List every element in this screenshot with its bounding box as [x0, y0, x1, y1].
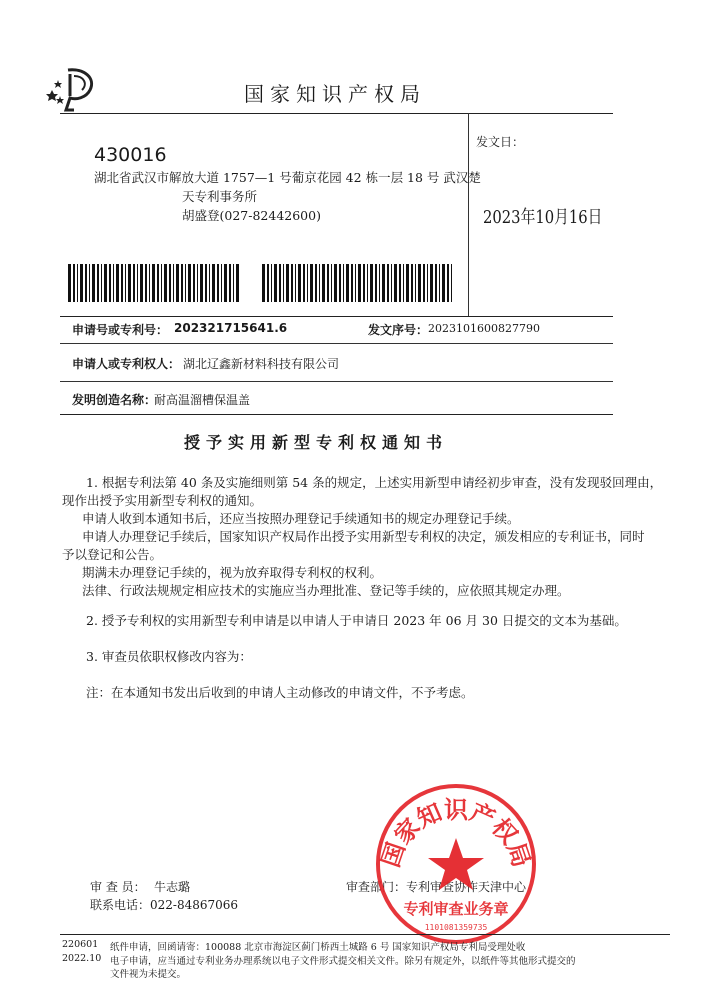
exam-dept: 专利审查协作天津中心 [406, 880, 527, 894]
footer-line-1: 纸件申请，回函请寄：100088 北京市海淀区蓟门桥西土城路 6 号 国家知识产权局专利局受理处收 [110, 942, 526, 953]
footer-line-3: 文件视为未提交。 [110, 969, 187, 980]
title-value: 耐高温溜槽保温盖 [154, 393, 251, 407]
applicant-value: 湖北辽鑫新材料科技有限公司 [183, 357, 340, 371]
official-seal [372, 780, 540, 948]
examiner-phone: 022-84867066 [150, 898, 239, 912]
serial-label: 发文序号： [368, 323, 429, 337]
barcode-right [262, 264, 458, 302]
recipient-contact: 胡盛登(027-82442600) [182, 208, 321, 223]
recipient-address-line1: 湖北省武汉市解放大道 1757—1 号葡京花园 42 栋一层 18 号 武汉楚 [94, 170, 481, 185]
barcode-left [68, 264, 243, 302]
notice-p2: 2. 授予专利权的实用新型专利申请是以申请人于申请日 2023 年 06 月 30 日提交的文本为基础。 [86, 613, 627, 628]
header-top-rule [60, 113, 613, 114]
notice-p1-line6: 期满未办理登记手续的，视为放弃取得专利权的权利。 [82, 565, 383, 580]
row-rule-1 [60, 343, 613, 344]
notice-note: 注：在本通知书发出后收到的申请人主动修改的申请文件，不予考虑。 [86, 685, 474, 700]
examiner-phone-label: 联系电话： [90, 898, 151, 912]
dispatch-date-label: 发文日： [476, 135, 525, 149]
examiner-name-label: 审 查 员： [90, 880, 146, 894]
footer-code-2: 2022.10 [62, 953, 102, 964]
header-divider [468, 113, 469, 316]
app-no-label: 申请号或专利号： [72, 323, 169, 337]
footer-rule [60, 934, 670, 935]
notice-p1-line5: 予以登记和公告。 [62, 547, 163, 562]
row-rule-3 [60, 414, 613, 415]
seal-arc-text: 国家知识产权局 [376, 796, 536, 871]
seal-inner-text: 专利审查业务章 [403, 900, 509, 918]
notice-heading: 授予实用新型专利权通知书 [184, 433, 449, 452]
postal-code: 430016 [94, 144, 167, 166]
dispatch-date: 2023年10月16日 [483, 207, 603, 228]
examiner-name: 牛志璐 [154, 880, 191, 894]
notice-p1-line1: 1. 根据专利法第 40 条及实施细则第 54 条的规定，上述实用新型申请经初步审查，没有发现驳回理由， [86, 475, 663, 490]
cnipa-logo [44, 66, 100, 112]
footer-line-2: 电子申请，应当通过专利业务办理系统以电子文件形式提交相关文件。除另有规定外，以纸件等其他形式提交的 [110, 956, 576, 967]
notice-p1-line7: 法律、行政法规规定相应技术的实施应当办理批准、登记等手续的，应依照其规定办理。 [82, 583, 570, 598]
row-rule-2 [60, 381, 613, 382]
recipient-address-line2: 天专利事务所 [182, 189, 258, 204]
title-label: 发明创造名称： [72, 393, 157, 407]
notice-p1-line2: 现作出授予实用新型专利权的通知。 [62, 493, 263, 508]
app-no-value: 202321715641.6 [174, 321, 288, 335]
office-name: 国家知识产权局 [244, 82, 426, 106]
header-bottom-rule [60, 316, 613, 317]
notice-p1-line3: 申请人收到本通知书后，还应当按照办理登记手续通知书的规定办理登记手续。 [82, 511, 520, 526]
applicant-label: 申请人或专利权人： [72, 357, 181, 371]
notice-p1-line4: 申请人办理登记手续后，国家知识产权局作出授予实用新型专利权的决定，颁发相应的专利证书，同时 [82, 529, 645, 544]
footer-code-1: 220601 [62, 939, 99, 950]
cnipa-logo-icon [44, 66, 100, 112]
notice-p3: 3. 审查员依职权修改内容为： [86, 649, 252, 664]
official-seal-icon [372, 780, 540, 948]
seal-number: 1101081359735 [424, 923, 488, 932]
exam-dept-label: 审查部门： [346, 880, 407, 894]
serial-value: 2023101600827790 [428, 322, 540, 335]
